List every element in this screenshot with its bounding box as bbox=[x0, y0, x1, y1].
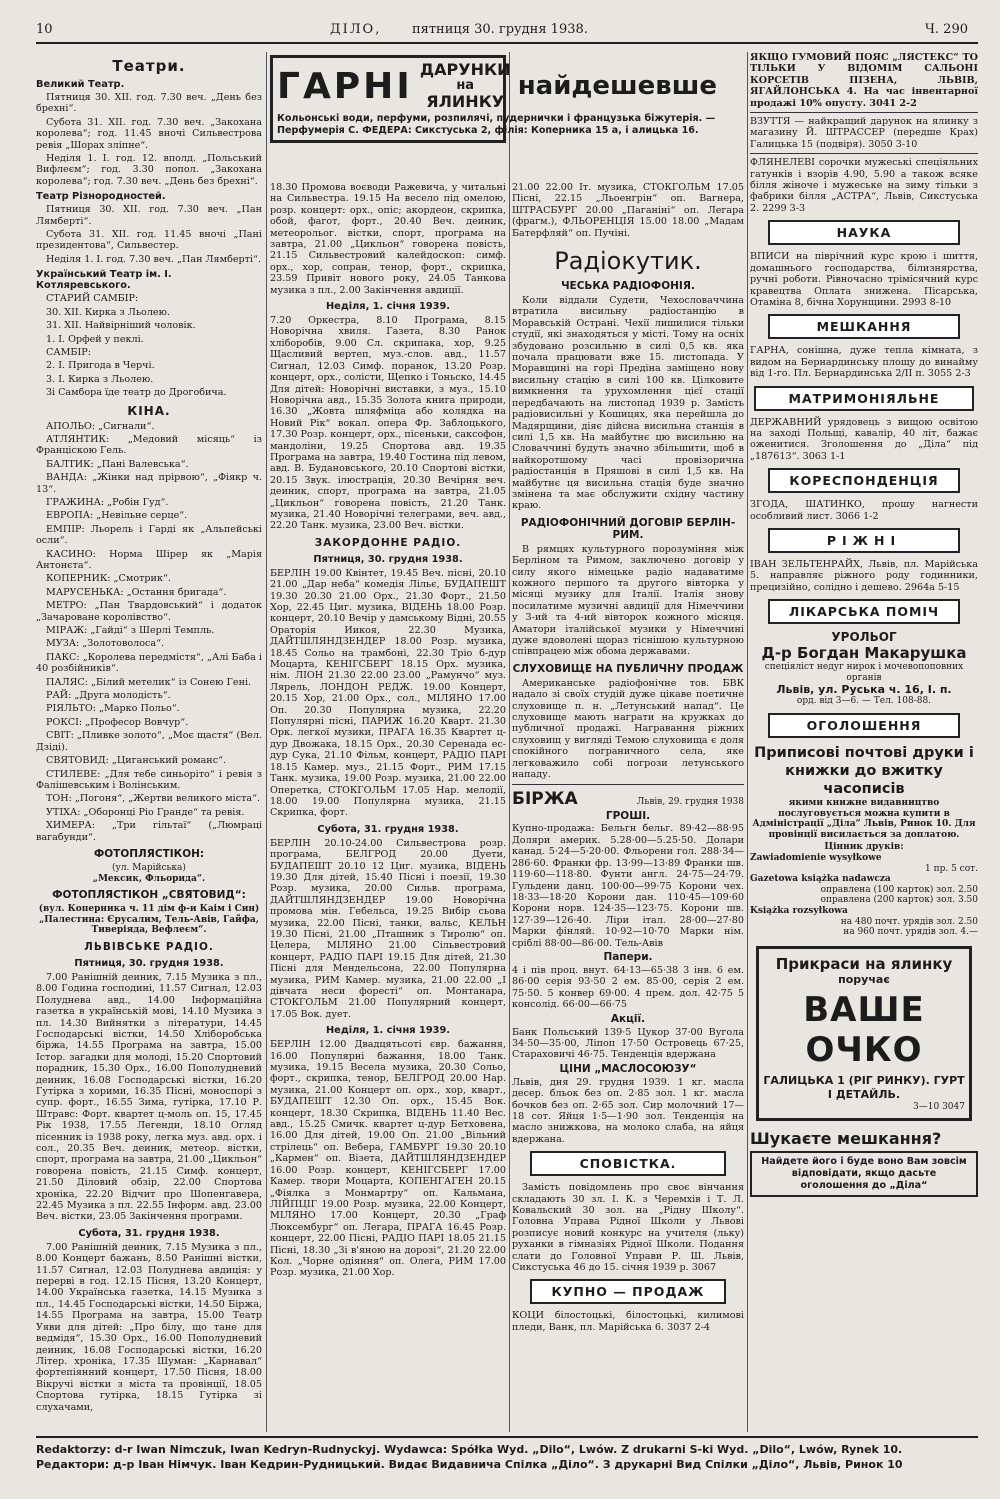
price-item: Zawiadomienie wysyłkowe bbox=[750, 852, 882, 863]
optician-line1: Прикраси на ялинку bbox=[775, 954, 953, 973]
gift-advert-line2: на bbox=[456, 78, 475, 93]
cinema-entry: РАЙ: „Друга молодість“. bbox=[46, 690, 171, 702]
radio-sunday-program: 7.20 Оркестра, 8.10 Програма, 8.15 Новорічна хвиля. Газета, 8.30 Ранок хліборобів, 9.00 Сл. скрипака, хор, 9.25 Щасливий вертеп, муз.-слов. авд., 11.57 Сигнал, 12.03 Симф. поранок, 13.20 Розр. концерт, орх., солісти, Щепко і Тоньско, 14.45 Для дітей: Новорічні виставки, з муз., 15.10 Новорічна авд., 15.35 Золота книга природи, 16.30 „Жовта шляфміца або колядка на Новий Рік“ вокал. опера Фр. Заблоцького, 17.30 Розр. концерт, орх., пісеньки, саксофон, мандоліни, 19.25 Спортова авд. 19.35 Програма на завтра, 19.40 Гостина під левом, авд. В. Будановського, 20.10 Спортові вістки, 20.15 Звук. ілюстрація, 20.30 Вечірня веч. деиник, спорт, програма на завтра, 21.05 „Цикльон“ говорена повість, 21.20 Танк. музика, 21.40 Новорічні телеграми, веч. авд., 22.20 Танк. музика, 23.00 Веч. вістки. bbox=[270, 315, 506, 532]
cinema-entry: МЕТРО: „Пан Тваpдовський“ і додаток „Зачароване королівство“. bbox=[36, 600, 262, 623]
optician-advert bbox=[756, 946, 972, 1122]
exchange-date: Львів, 29. грудня 1938 bbox=[636, 797, 744, 808]
masthead-date: пятниця 30. грудня 1938. bbox=[412, 22, 588, 37]
housing-heading: МЕШКАННЯ bbox=[768, 314, 960, 339]
gift-advert-cheapest: найдешевше bbox=[517, 71, 717, 101]
flat-search-text: Найдете його і буде воно Вам зовсім відповідати, якщо дасьте оголошення до „Діла“ bbox=[750, 1151, 978, 1197]
matrimonial-heading: МАТРИМОНІЯЛЬНЕ bbox=[754, 386, 974, 411]
cinema-entry: СВЯТОВИД: „Циганський романс“. bbox=[46, 755, 227, 767]
optician-address: ГАЛИЦЬКА 1 (РІГ РИНКУ). ГУРТ І ДЕТАЙЛЬ. bbox=[763, 1073, 965, 1101]
price-item: оправлена (200 карток) зол. 3.50 bbox=[820, 895, 978, 906]
column-divider bbox=[266, 52, 267, 1432]
cinema-entry: ТОН: „Погоня“, „Жертви великого міста“. bbox=[46, 793, 261, 805]
radio-friday-program: 7.00 Ранішній деиник, 7.15 Музика з пл., 8.00 Година господині, 11.57 Сигнал, 12.03 Полуднева авд., 14.00 Інформаційна газетка в українській мові, 14.10 Музика з пл. 14.30 Вийнятки з літератури, 14.45 Господарські вістки, 14.50 Хліборобська біржа, 14.55 Програма на завтра, 15.00 Істор. загадки для молоді, 15.20 Спортовий порадник, 15.30 Орх., 16.00 Пополудневий деиник, 16.08 Господарські вістки, 16.20 Гутірка з хорими, 16.35 Пісні, моноспорі з супр. форт., 16.55 Зима, гутірка, 17.10 Р. Штравс: Форт. квартет ц-моль оп. 15, 17.45 Рік 1938, 17.55 Легенди, 18.10 Огляд пісенник із 1938 року, легка муз. авд. орх. і сол., 20.35 Веч. деиник, метеор. вістки, спорт, програма на завтра, 21.00 „Цикльон“ говорена повість, 21.15 Симф. концерт, 21.50 Діловий обзір, 22.00 Спортова хроніка, 22.20 Відчит про Шопенгавера, 22.45 Музика з пл. 22.55 Інформ. авд. 23.00 Веч. вістки, 23.05 Закінчення програми. bbox=[36, 971, 262, 1223]
price-item: на 960 почт. урядів зол. 4.— bbox=[843, 927, 978, 938]
optician-name: ВАШЕ ОЧКО bbox=[803, 989, 925, 1070]
column-divider bbox=[747, 52, 748, 1432]
price-list-title: Цінник друків: bbox=[824, 842, 904, 853]
urologist-title: УРОЛЬОГ bbox=[831, 630, 897, 645]
column-classifieds bbox=[750, 52, 978, 1432]
gift-advert-line1: ДАРУНКИ bbox=[419, 60, 511, 79]
column-divider bbox=[509, 52, 510, 1432]
currency-rates: Купно-продажа: Бельгн бельг. 89·42—88·95 Доляри америк. 5.28·00—5.25·50. Долари канад. 5·24—5·20·00. Фльорени гол. 288·34—286·60. Франки фр. 13·99—13·89 Франки шв. 119·60—118·80. Фунти англ. 24·75—24·79. Гульдени данц. 100·00—99·75 Корони чех. 18·33—18·20 Корони дан. 110·45—109·60 Корони норв. 124·35—123·75. Корони шв. 127·39—126·40. Ліри італ. 28·00—27·80 Марки фінляй. 10·92—10·70 Марки нім. сріблі 88·00—86·00. Тель-Авів bbox=[512, 823, 744, 949]
foreign-sunday-title: Неділя, 1. січня 1939. bbox=[325, 1025, 450, 1037]
doctor-address: Львів, ул. Руська ч. 16, І. п. bbox=[776, 683, 952, 697]
grand-theatre-entry: Субота 31. XII. год. 7.30 веч. „Закохана королева“; год. 11.45 вночі Сильвестрова ревія „Шорах зліпне“. bbox=[36, 116, 262, 151]
cinema-entry: СТИЛЕВЕ: „Для тебе синьоріто“ і ревія з Фалішевським і Волінським. bbox=[36, 768, 262, 791]
price-item: оправлена (100 карток) зол. 2.50 bbox=[820, 884, 978, 895]
shares-rates: Банк Польський 139·5 Цукор 37·00 Вугола 34·50—35·00, Ліпоп 17·50 Островець 67·25, Стараховичі 46·75. Тенденція вдержана bbox=[512, 1026, 744, 1061]
price-item: 1 пр. 5 сот. bbox=[925, 863, 978, 874]
czech-radio-text: Коли віддали Судети, Чехословаччина втратила висильну радіостанцію в Моравській Острані. Чехії лишилися тільки студії, які знаходяться у місті. Тому на осніх збудовано розсильню в силі 0,5 кв. яка почала працювати вже 15. листопада. У Моравщині на горі Предіна заміщено нову висильну стацію в силі 100 кв. Цілковите вимкнення та урухомлення цієї стації передбачають на листопад 1939 р. Замість радіовисильні у Кошицях, яка перейшла до Мадярщини, діяє дійсна висильна станція в силі 1,5 кв. На майбутнє цю висильню на Словаччині будуть значно збільшити, щоб в найкоротшому часі провізорична радіостанція в Пряшові в силі 1,5 кв. На майбутнє ця висильна стація буде значно змінена та має обслужити східну частину краю. bbox=[512, 295, 744, 512]
postal-forms-title: Приписові почтові друки і книжки до вжитку часописів bbox=[754, 744, 974, 797]
cinema-entry: ГРАЖИНА: „Робін Гуд“. bbox=[46, 496, 169, 508]
cinema-entry: СВІТ: „Пливке золото“, „Моє щастя“ (Вел. Дзіді). bbox=[36, 730, 262, 753]
cinema-entry: ХИМЕРА: „Три гільтаї“ („Люмраці вагабунди“. bbox=[36, 820, 262, 843]
cinema-entry: ЕВРОПА: „Невільне серце“. bbox=[46, 510, 188, 522]
buy-sell-text: КОЦИ білостоцькі, білостоцькі, килимові пледи, Ванк, пл. Марійська 6. 3037 2-4 bbox=[512, 1310, 744, 1333]
flat-search-title: Шукаєте мешкання? bbox=[750, 1129, 942, 1149]
radio-friday-title: Пятниця, 30. грудня 1938. bbox=[74, 957, 224, 969]
cinema-entry: МІРАЖ: „Гайді“ з Шерлі Темпль. bbox=[46, 625, 215, 637]
cinema-entry: ВАНДА: „Жінки над прірвою“, „Фіякр ч. 13“. bbox=[36, 472, 262, 495]
ukr-entry: Зі Самбора їде театр до Дрогобича. bbox=[46, 387, 227, 399]
ukr-entry: САМБІР: bbox=[46, 346, 91, 358]
notice-heading: СПОВІСТКА. bbox=[530, 1151, 726, 1176]
gift-advert bbox=[270, 55, 717, 143]
watchmaker-advert: ІВАН ЗЕЛЬТЕНРАЙХ, Львів, пл. Марійська 5. направляє ріжного роду годинники, прецизійно, солідно і дешево. 2964a 5-15 bbox=[750, 558, 978, 593]
correspondence-advert: ЗГОДА, ШАТИНКО, прошу нагнести особливий лист. 3066 1-2 bbox=[750, 499, 978, 522]
berlin-rome-title: РАДІОФОНІЧНИЙ ДОГОВІР БЕРЛІН-РИМ. bbox=[520, 516, 736, 541]
column-radio-corner bbox=[512, 182, 744, 1432]
currency-title: ГРОШІ. bbox=[605, 810, 651, 823]
shirts-advert: ФЛЯНЕЛЕВІ сорочки мужеські спеціяльних гатунків і взорів 4.90, 5.90 а також всяке білля жіноче і мужеське на зиму тільки з фабрики білля „АСТРА“, Львів, Сикстуська 2. 2299 3-3 bbox=[750, 157, 978, 214]
correspondence-heading: КОРЕСПОНДЕНЦІЯ bbox=[768, 468, 960, 493]
variety-theatre-title: Театр Різнородностей. bbox=[36, 191, 166, 203]
cinema-entry: ПАЛЯС: „Білий метелик“ із Сонею Гені. bbox=[46, 676, 252, 688]
ukr-entry: 30. XII. Кирка з Льолею. bbox=[46, 306, 171, 318]
ukr-entry: 3. І. Кирка з Льолею. bbox=[46, 373, 154, 385]
room-advert: ГАРНА, сонішна, дуже тепла кімната, з видом на Бернардинську площу до винайму від 1-го. Пл. Бернардинська 2/II п. 3055 2-3 bbox=[750, 345, 978, 380]
gift-advert-text: Кольонські води, перфуми, розпилячі, пудернички і французька біжутерія. — Перфумерія С. ФЕДЕРА: Сикстуська 2, філія: Коперника 15 а, і алицька 16. bbox=[277, 113, 716, 136]
notice-text: Замість повідомлень про своє вінчання складають 30 зл. І. К. з Черемхів і Т. Л. Ковальский 30 зол. на „Рідну Школу“. Головна Управа Рідної Школи у Львові розписує новий конкурс на учителя (льку) руханки в гімназіях Рідної Школи. Подання слати до Головної Управи Р. Ш. Львів, Сикстуська 46 до 15. січня 1939 р. 3067 bbox=[512, 1182, 744, 1274]
securities-title: Папери. bbox=[603, 950, 653, 963]
photoplasticon-title: ФОТОПЛЯСТІКОН: bbox=[93, 847, 205, 860]
photoplasticon-address: (ул. Марійська) bbox=[112, 862, 186, 873]
masthead-title: ДІЛО, bbox=[330, 22, 382, 37]
czech-radio-title: ЧЕСЬКА РАДІОФОНІЯ. bbox=[561, 280, 695, 293]
price-item: Gazetowa książka nadawcza bbox=[750, 874, 891, 885]
variety-entry: Субота 31. XII. год. 11.45 вночі „Пані президентова“, Сильвестер. bbox=[36, 229, 262, 252]
svyatovyd-title: ФОТОПЛЯСТІКОН „СВЯТОВИД“: bbox=[52, 889, 246, 902]
medical-heading: ЛІКАРСЬКА ПОМІЧ bbox=[768, 599, 960, 624]
price-item: Książka rozsyłkowa bbox=[750, 905, 848, 916]
cinema-entry: КОПЕРНИК: „Смотрик“. bbox=[46, 573, 171, 585]
doctor-specialty: спеціяліст недуг нирок і мочевопоповних органів bbox=[764, 662, 964, 683]
cinema-entry: РІЯЛЬТО: „Марко Польо“. bbox=[46, 703, 180, 715]
foreign-sunday-program: БЕРЛІН 12.00 Двадцятьсоті євр. бажання, 16.00 Популярні бажання, 18.00 Танк. музика, 19.15 Весела музика, 20.30 Сольо, форт., скрипка, тенор, БЕЛГРОД 20.00 Нар. музика, 21.00 Концерт оп. орх., хор, кварт., БУДАПЕШТ 12.30 Оп. орх., 15.45 Вок. концерт, 18.30 Скрипка, ВІДЕНЬ 11.40 Вес. авд., 15.25 Смичк. квартет ц-дур Бетховена, 16.00 Для дітей, 19.00 Оп. 21.00 „Вільний стрілець“ оп. Вебера, ГАМБУРГ 19.30 20.10 „Кармен“ оп. Візета, ДАЙТШЛЯНДЗЕНДЕР 16.00 Розр. концерт, КЕНІГСБЕРГ 17.00 Камер. твори Моцарта, КОПЕНГАГЕН 20.15 „Фіялка з Монмартру“ оп. Кальмана, ЛІЙПЦІГ 19.00 Розр. музика, 22.00 Концерт, МІЛЯНО 17.00 Концерт, 20.30 „Граф Люксембург“ оп. Легара, ПРАГА 16.45 Розр. концерт, 22.00 Пісні, РАДІО ПАРІ 18.05 21.15 Пісні, 18.30 „Зі в'яною на дорозі“, 21.20 22.00 Кол. „Чорне одіяння“ оп. Олега, РИМ 17.00 Розр. музика, 21.00 Хор. bbox=[270, 1039, 506, 1279]
cinema-entry: ЕМПІР: Льорель і Гарді як „Альпейські осли“. bbox=[36, 523, 262, 547]
optician-code: 3—10 3047 bbox=[913, 1101, 965, 1112]
issue-number: Ч. 290 bbox=[924, 22, 968, 37]
ukr-entry: СТАРИЙ САМБІР: bbox=[46, 293, 139, 305]
grand-theatre-entry: Неділя 1. І. год. 12. вполд. „Польський Вифлеєм“; год. 3.30 попол. „Закохана королева“; год. 7.30 веч. „День без брехні“. bbox=[36, 153, 262, 187]
cinema-entry: АПОЛЬО: „Сигнали“. bbox=[46, 420, 155, 432]
imprint bbox=[36, 1436, 978, 1472]
variety-entry: Пятниця 30. XII. год. 7.30 веч. „Пан Лямберті“. bbox=[36, 204, 262, 227]
optician-line2: поручає bbox=[838, 972, 890, 986]
corset-advert: ЯКЩО ГУМОВИЙ ПОЯС „ЛЯСТЕКС“ ТО ТІЛЬКИ У ВІДОМІМ САЛЬОНІ КОРСЕТІВ ПІЗЕНА, ЛЬВІВ, ЯГАЙЛОНСЬКА 4. На час інвентарної продажі 10% опусту. 3041 2-2 bbox=[750, 52, 978, 109]
butter-prices-title: ЦІНИ „МАСЛОСОЮЗУ“ bbox=[559, 1062, 697, 1075]
securities-rates: 4 і пів проц. внут. 64·13—65·38 3 інв. 6 ем. 86·00 серія 93·50 2 ем. 85·00, серія 2 ем. 75·50. 5 конвер 69·00. 4 прем. дол. 42·75 5 консолід. 66·00—66·75 bbox=[512, 964, 744, 1011]
variety-entry: Неділя 1. І. год. 7.30 веч. „Пан Лямберті“. bbox=[46, 253, 261, 265]
foreign-friday-program: БЕРЛІН 19.00 Квінтет, 19.45 Веч. пісні, 20.10 21.00 „Дар неба“ комедія Лільє, БУДАПЕШТ 19.30 20.30 21.00 Орх., 21.30 Форт., 21.50 Хор, 22.45 Циг. музика, ВІДЕНЬ 18.00 Розр. концерт, 20.10 Вечір у дамському Відні, 20.55 Ораторія Иикоя, 22.30 Музика, ДАЙТШЛЯНДЗЕНДЕР 18.00 Розр. музика, 18.45 Сольо на трамбоні, 22.30 Тріо б-дур Моцарта, КЕНІГСБЕРГ 18.15 Орх. музика, нім. ЛІОН 21.30 22.00 23.00 „Рамунчо“ муз. Лярель, ЛОНДОН РЕДЖ. 19.00 Концерт, 20.15 Хор, 21.00 Орх., сол., МІЛЯНО 17.00 Оп. 20.30 Популярна музика, 22.20 Популярні пісні, ПАРИЖ 16.20 Кварт. 21.30 Орк. легкої музики, ПРАГА 16.35 Квартет ц-дур Двожака, 18.15 Орх., 20.30 Серенада ес-дур Сука, 21.10 Фільм, концерт, РАДІО ПАРІ 18.15 Камер. муз., 21.15 Форт., РИМ 17.15 Танк. музика, 19.00 Розр. музика, 21.00 22.00 Оперетка, СТОКГОЛЬМ 17.05 Нар. мелодії, 18.00 19.00 Популярна музика, 21.15 Скрипка, форт. bbox=[270, 567, 506, 819]
page-number: 10 bbox=[36, 22, 53, 37]
photoplasticon-show: „Мексик, Фльорида“. bbox=[92, 873, 206, 884]
radio-saturday-cont: 18.30 Промова воєводи Ражевича, у читальні на Сильвестра. 19.15 На весело під омелою, розр. концерт: орх., опіс; акордеон, скрипка, обой, фагот, форт., 20.40 Веч. деиник, метеорольог. вістки, спорт, програма на завтра, 21.00 „Цикльон“ говорена повість, 21.15 Сильвестровий калейдоскоп: симф. орх., хор, сопран, тенор, форт., скрипка, 23.59 Привіт нового року, 24.05 Танкова музика з пл., 2.00 Закінчення авдиції. bbox=[270, 182, 506, 296]
matrimonial-advert: ДЕРЖАВНИЙ урядовець з вищою освітою на заході Польщі, кавалір, 40 літ, бажає оженитися. Зголошення до „Діла“ під „187613“. 3063 1-1 bbox=[750, 416, 978, 462]
cinema-entry: РОКСІ: „Професор Вовчур“. bbox=[46, 716, 189, 728]
masthead-rule bbox=[36, 42, 978, 44]
doctor-name: Д-р Богдан Макарушка bbox=[761, 644, 967, 663]
cinema-entry: БАЛТИК: „Пані Валевська“. bbox=[46, 458, 189, 470]
science-heading: НАУКА bbox=[768, 220, 960, 245]
doctor-hours: орд. від 3—6. — Тел. 108-88. bbox=[796, 696, 932, 707]
foreign-saturday-title: Субота, 31. грудня 1938. bbox=[317, 823, 459, 835]
column-theatres-radio bbox=[36, 52, 262, 1432]
ukr-entry: 1. І. Орфей у пеклі. bbox=[46, 333, 144, 345]
radioplay-sale-title: СЛУХОВИЩЕ НА ПУБЛИЧНУ ПРОДАЖ bbox=[512, 662, 744, 675]
radioplay-sale-text: Американське радіофонічне тов. БВК надало зі своїх студій дуже цікаве поетичне слуховище п. н. „Летунський напад“. Це слуховище мають награти на кружках до публичної продажі. Награвання ріжних слуховищ у вигляді Темою слуховища є доля спокійного пограничного села, яке легковажило собі погрози летунського нападу. bbox=[512, 677, 744, 781]
postal-forms-text: якими книжне видавництво послуговується можна купити в Адміністрації „Діла“ Львів, Ринок 10. Для провінції висилається за доплатою. bbox=[752, 797, 976, 840]
imprint-latin: Redaktorzy: d-r Iwan Nimczuk, Iwan Kedryn-Rudnyckyj. Wydawca: Spółka Wyd. „Dilo“, Lwów. Z drukarni S-ki Wyd. „Dilo“, Lwów, Rynek 10. bbox=[36, 1443, 903, 1456]
foreign-saturday-program: БЕРЛІН 20.10-24.00 Сильвестрова розр. програма, БЕЛГРОД 20.00 Дуети, БУДАПЕШТ 20.10 12 Циг. музика, ВІДЕНЬ 19.30 Для дітей, 15.40 Пісні і поезії, 19.30 Розр. музика, 20.00 Сильв. програма, ДАЙТШЛЯНДЗЕНДЕР 19.00 Новорічна промова мін. Гебельса, 19.25 Вибір сьова музика, 22.00 Пісні, танки, вальс, КЕЛЬН 19.30 Пісні, 21.00 „Пташник з Тиролю“ оп. Целера, МІЛЯНО 21.00 Сільвестровий концерт, РАДІО ПАРІ 19.15 Для дітей, 21.30 Пісні для Мендельсона, 22.00 Популярна музика, РИМ Камер. музика, 21.00 22.00 „І дівчата неси форесті“ оп. Монтанара, СТОКГОЛЬМ 21.00 Популярний концерт, 17.05 Вок. дует. bbox=[270, 837, 506, 1020]
gift-advert-big: ГАРНІ bbox=[277, 65, 413, 107]
cinema-entry: КАСИНО: Норма Шірер як „Марія Антонєта“. bbox=[36, 548, 262, 571]
radio-corner-title: Радіокутик. bbox=[554, 247, 702, 276]
imprint-cyrillic: Редактори: д-р Іван Німчук. Іван Кедрин-Рудницький. Видає Видавнича Спілка „Діло“. З друкарні Вид Спілки „Діло“, Львів, Ринок 10 bbox=[36, 1458, 903, 1471]
cinema-entry: АТЛЯНТИК: „Медовий місяць“ із Франціскою Гель. bbox=[36, 433, 262, 457]
foreign-radio-heading: ЗАКОРДОННЕ РАДІО. bbox=[314, 536, 462, 549]
radio-saturday-title: Субота, 31. грудня 1938. bbox=[78, 1227, 220, 1239]
svyatovyd-show: (вул. Коперника ч. 11 дім ф-и Каім і Син) „Палестина: Єрусалим, Тель-Авів, Гайфа, Тиверіяда, Вефлеєм“. bbox=[38, 904, 260, 936]
shares-title: Акції. bbox=[610, 1012, 646, 1025]
announcements-heading: ОГОЛОШЕННЯ bbox=[768, 713, 960, 738]
exchange-heading: БІРЖА bbox=[512, 789, 578, 810]
cinema-entry: ПАКС: „Королева передмістя“, „Алі Баба і 40 розбійників“. bbox=[36, 651, 262, 675]
butter-prices: Львів, дня 29. грудня 1939. 1 кг. масла десер. бльок без оп. 2·85 зол. 1 кг. масла бочков без оп. 2·65 зол. Сир молочний 17—18 сот. Яйця 1·5—1·90 зол. Тенденція на масло знижкова, на молоко слаба, на яйця вдержана. bbox=[512, 1076, 744, 1145]
shoes-advert: ВЗУТТЯ — найкращий дарунок на ялинку з магазину Й. ШТРАССЕР (передше Крах) Галицька 15 (подвіря). 3050 3-10 bbox=[750, 116, 978, 150]
lviv-radio-heading: ЛЬВІВСЬКЕ РАДІО. bbox=[84, 940, 214, 953]
grand-theatre-title: Великий Театр. bbox=[36, 79, 125, 90]
berlin-rome-text: В рямцях культурного порозуміння між Берліном та Римом, заключено договір у силу якого німецьке радіо надаватиме кожного першого та другого вівторка у місяці музику для Італії. Італія знову посилатиме музичні авдиції для Німеччини у 3-ий та 4-ий вівторок кожного місяця. Аматори італійської музики у Німеччині дуже вдоволені щораз тіснішою культурною співпрацею між обома державами. bbox=[512, 543, 744, 658]
column-radio-programs-body bbox=[270, 182, 506, 1432]
cinema-entry: МУЗА: „Золотоволоса“. bbox=[46, 638, 165, 650]
price-item: на 480 почт. урядів зол. 2.50 bbox=[840, 916, 978, 927]
cinema-heading: КІНА. bbox=[127, 403, 171, 418]
cinema-entry: МАРУСЕНЬКА: „Остання бригада“. bbox=[46, 586, 227, 598]
theatres-heading: Театри. bbox=[112, 57, 186, 75]
radio-saturday-program: 7.00 Ранішній деиник, 7.15 Музика з пл., 8.00 Концерт бажань, 8.50 Ранішні вістки, 11.57 Сигнал, 12.03 Полуднева авдиція: у перерві в год. 12.15 Пісня, 13.20 Концерт, 14.00 Українська газетка, 14.15 Музика з пл., 14.45 Господарські вістки, 14.50 Біржа, 14.55 Програма на завтра, 15.00 Театр Уяви для дітей: „Про білу, що тане для ведмідя“, 15.30 Орх., 16.00 Пополудневий деиник, 16.08 Господарські вістки, 16.20 Літер. хроніка, 17.35 Шуман: „Карнавал“ фортепіянний концерт, 17.50 Пісня, 18.00 Вікручі вістки з міста та провінції, 18.05 Спортова гутірка, 18.15 Гутірка зі слухачами, bbox=[36, 1241, 262, 1413]
buy-sell-heading: КУПНО — ПРОДАЖ bbox=[530, 1279, 726, 1304]
grand-theatre-entry: Пятниця 30. XII. год. 7.30 веч. „День без брехні“. bbox=[36, 92, 262, 115]
courses-advert: ВПИСИ на піврічний курс крою і шиття, домашнього господарства, білизнярства, ручні роботи. Рівночасно трімісячний курс кравецтва Оплата знижена. Пісарська, Отаміна 8, бічна Хорунщини. 2993 8-10 bbox=[750, 251, 978, 308]
ukr-entry: 2. І. Пригода в Черчі. bbox=[46, 360, 155, 372]
cinema-entry: УТІХА: „Оборонці Ріо Гранде“ та ревія. bbox=[46, 806, 245, 818]
foreign-sunday-cont: 21.00 22.00 Іт. музика, СТОКГОЛЬМ 17.05 Пісні, 22.15 „Льоенгрін“ оп. Вагнера, ШТРАСБУРГ 20.00 „Паганіні“ оп. Легара (фрагм.), ФЛЬОРЕНЦІЯ 15.00 18.00 „Мадам Батерфляй“ оп. Пучіні. bbox=[512, 182, 744, 239]
ukrainian-theatre-title: Український Театр ім. І. Котляревського. bbox=[36, 269, 172, 292]
radio-sunday-title: Неділя, 1. січня 1939. bbox=[325, 301, 450, 313]
foreign-friday-title: Пятниця, 30. грудня 1938. bbox=[313, 553, 463, 565]
gift-advert-line3: ЯЛИНКУ bbox=[426, 92, 505, 111]
ukr-entry: 31. XII. Найвірніший чоловік. bbox=[46, 320, 196, 332]
misc-heading: РІЖНІ bbox=[768, 528, 960, 553]
